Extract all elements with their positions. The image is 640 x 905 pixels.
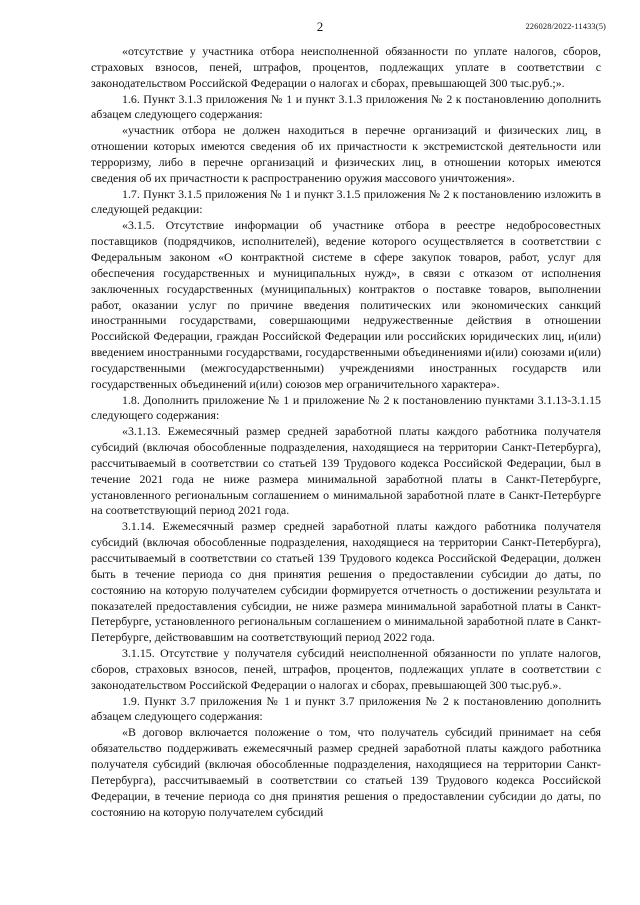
document-body [91,44,601,820]
paragraph-extremism-clause: «участник отбора не должен находиться в перечне организаций и физических лиц, в отношении которых имеются сведения об их причастности к экстремистской деятельности или терроризму, либо в перечне организаций и физических лиц, в отношении которых имеются сведения об их причастности к распространению оружия массового уничтожения». [91,123,601,185]
paragraph-clause-3-1-14: 3.1.14. Ежемесячный размер средней заработной платы каждого работника получателя субсидий (включая обособленные подразделения, находящиеся на территории Санкт-Петербурга), рассчитываемый в соответствии со статьей 139 Трудового кодекса Российской Федерации, должен быть в течение периода со дня принятия решения о предоставлении субсидии до даты, по состоянию на которую получателем субсидии формируется отчетность о достижении результата и показателей предоставления субсидии, не ниже размера минимальной заработной платы в Санкт-Петербурге, установленного региональным соглашением о минимальной заработной плате в Санкт-Петербурге, действовавшим на соответствующий период 2022 года. [91,519,601,645]
document-code: 226028/2022-11433(5) [525,21,606,31]
paragraph-clause-3-1-15: 3.1.15. Отсутствие у получателя субсидий неисполненной обязанности по уплате налогов, сборов, страховых взносов, пеней, штрафов, процентов, подлежащих уплате в соответствии с законодательством Российской Федерации о налогах и сборах, превышающей 300 тыс.руб.». [91,646,601,692]
paragraph-item-1-8: 1.8. Дополнить приложение № 1 и приложение № 2 к постановлению пунктами 3.1.13-3.1.15 следующего содержания: [91,392,601,423]
paragraph-item-1-7: 1.7. Пункт 3.1.5 приложения № 1 и пункт 3.1.5 приложения № 2 к постановлению изложить в следующей редакции: [91,186,601,217]
paragraph-contract-clause: «В договор включается положение о том, что получатель субсидий принимает на себя обязательство поддерживать ежемесячный размер средней заработной платы каждого работника получателя субсидий (включая обособленные подразделения, находящиеся на территории Санкт-Петербурга), рассчитываемый в соответствии со статьей 139 Трудового кодекса Российской Федерации, в течение периода со дня принятия решения о предоставлении субсидии до даты, по состоянию на которую получателем субсидий [91,725,601,819]
paragraph-clause-3-1-13: «3.1.13. Ежемесячный размер средней заработной платы каждого работника получателя субсидий (включая обособленные подразделения, находящиеся на территории Санкт-Петербурга), рассчитываемый в соответствии со статьей 139 Трудового кодекса Российской Федерации, был в течение 2021 года не ниже размера минимальной заработной платы в Санкт-Петербурге, установленного региональным соглашением о минимальной заработной плате в Санкт-Петербурге на соответствующий период 2021 года. [91,424,601,518]
paragraph-tax-debt-clause: «отсутствие у участника отбора неисполненной обязанности по уплате налогов, сборов, страховых взносов, пеней, штрафов, процентов, подлежащих уплате в соответствии с законодательством Российской Федерации о налогах и сборах, превышающей 300 тыс.руб.;». [91,44,601,90]
paragraph-clause-3-1-5: «3.1.5. Отсутствие информации об участнике отбора в реестре недобросовестных поставщиков (подрядчиков, исполнителей), ведение которого осуществляется в соответствии с Федеральным законом «О контрактной системе в сфере закупок товаров, работ, услуг для обеспечения государственных и муниципальных нужд», в связи с отказом от исполнения заключенных государственных (муниципальных) контрактов о поставке товаров, выполнении работ, оказании услуг по причине введения политических или экономических санкций иностранными государствами, совершающими недружественные действия в отношении Российской Федерации, граждан Российской Федерации или российских юридических лиц, и(или) введением иностранными государствами, государственными объединениями и(или) союзами и(или) государственными (межгосударственными) учреждениями иностранных государств или государственных объединений и(или) союзов мер ограничительного характера». [91,218,601,391]
page-number: 2 [316,19,324,34]
paragraph-item-1-9: 1.9. Пункт 3.7 приложения № 1 и пункт 3.7 приложения № 2 к постановлению дополнить абзацем следующего содержания: [91,693,601,724]
paragraph-item-1-6: 1.6. Пункт 3.1.3 приложения № 1 и пункт 3.1.3 приложения № 2 к постановлению дополнить абзацем следующего содержания: [91,91,601,122]
